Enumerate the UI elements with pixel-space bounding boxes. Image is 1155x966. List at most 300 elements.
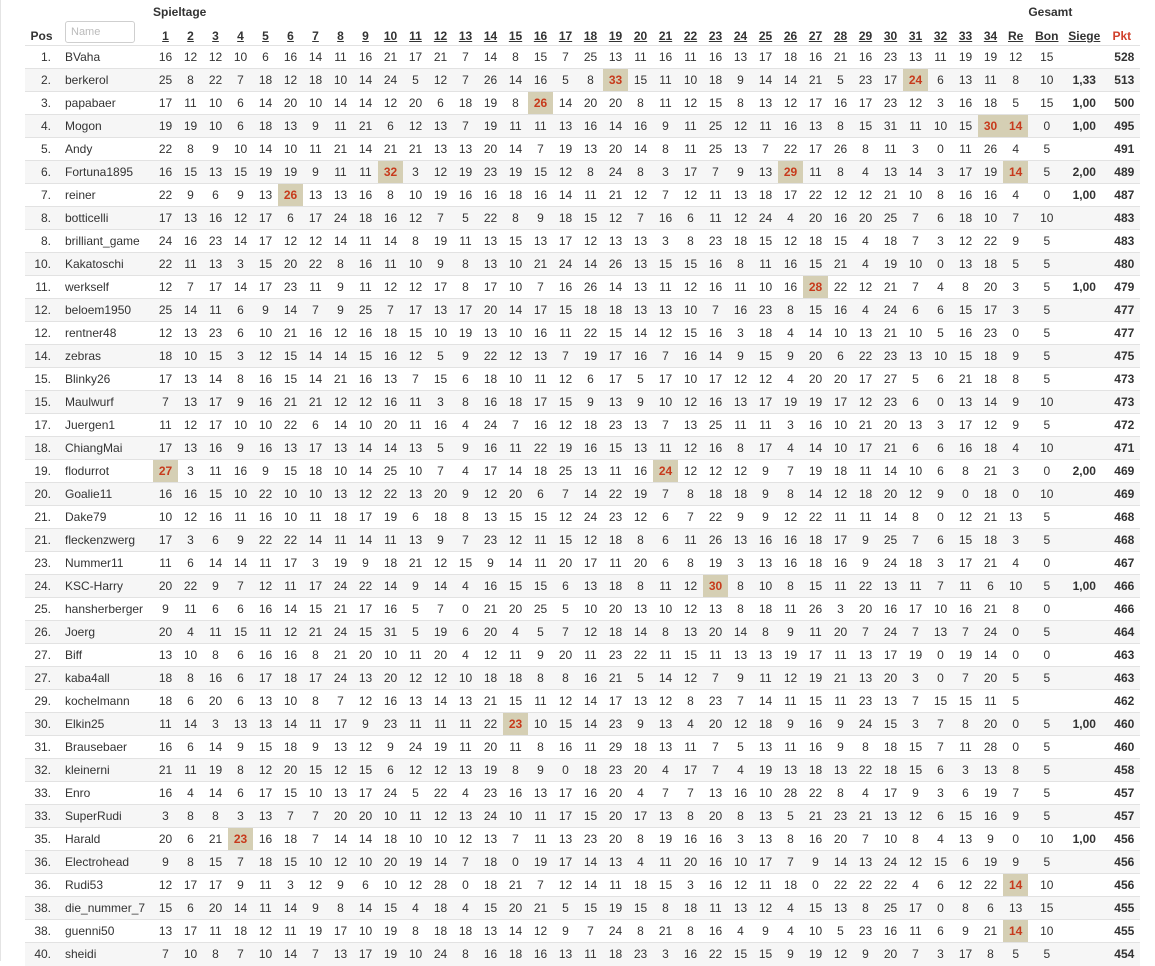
matchday-score: 9 [828,736,853,759]
matchday-score: 9 [228,874,253,897]
player-name[interactable]: die_nummer_7 [57,897,153,920]
matchday-score: 18 [378,322,403,345]
matchday-score: 15 [728,943,753,966]
matchday-link[interactable]: 33 [958,29,973,43]
matchday-link[interactable]: 18 [583,29,598,43]
player-name[interactable]: Dake79 [57,506,153,529]
matchday-score: 5 [553,897,578,920]
matchday-link[interactable]: 14 [483,29,498,43]
matchday-score: 20 [353,644,378,667]
matchday-score: 17 [878,782,903,805]
matchday-score: 3 [903,713,928,736]
matchday-score: 11 [653,69,678,92]
matchday-score: 12 [353,391,378,414]
matchday-score: 11 [578,644,603,667]
matchday-link[interactable]: 29 [858,29,873,43]
matchday-link[interactable]: 4 [237,29,244,43]
matchday-score: 16 [303,322,328,345]
matchday-score: 18 [303,69,328,92]
matchday-score: 11 [678,46,703,69]
player-name[interactable]: Electrohead [57,851,153,874]
matchday-score: 16 [353,253,378,276]
matchday-score: 21 [828,253,853,276]
table-row [25,736,1140,759]
matchday-header-24[interactable] [728,19,753,46]
matchday-score: 20 [378,414,403,437]
matchday-link[interactable]: 16 [533,29,548,43]
matchday-score: 10 [453,667,478,690]
matchday-score: 9 [453,437,478,460]
bonus-points: 10 [1028,69,1065,92]
matchday-score: 11 [453,230,478,253]
matchday-link[interactable]: 23 [708,29,723,43]
matchday-score: 17 [828,391,853,414]
matchday-score: 16 [703,437,728,460]
player-name[interactable]: berkerol [57,69,153,92]
matchday-score: 9 [303,736,328,759]
matchday-score: 15 [553,529,578,552]
player-name[interactable]: botticelli [57,207,153,230]
matchday-score: 11 [853,506,878,529]
rest-score: 9 [1003,345,1028,368]
matchday-score: 14 [753,690,778,713]
matchday-score: 17 [303,437,328,460]
matchday-score: 16 [153,161,178,184]
matchday-header-30[interactable] [878,19,903,46]
matchday-link[interactable]: 10 [383,29,398,43]
matchday-header-32[interactable] [928,19,953,46]
matchday-score: 15 [278,782,303,805]
matchday-header-2[interactable] [178,19,203,46]
matchday-score: 14 [353,69,378,92]
matchday-link[interactable]: 12 [433,29,448,43]
matchday-score: 18 [978,483,1003,506]
matchday-link[interactable]: 8 [337,29,344,43]
matchday-score: 21 [278,322,303,345]
matchday-score: 7 [753,138,778,161]
matchday-score: 17 [203,874,228,897]
matchday-link[interactable]: 5 [262,29,269,43]
matchday-link[interactable]: 27 [808,29,823,43]
col-re[interactable]: Re [1007,29,1024,43]
matchday-header-28[interactable] [828,19,853,46]
matchday-score: 6 [203,529,228,552]
player-name[interactable]: werkself [57,276,153,299]
matchday-link[interactable]: 30 [883,29,898,43]
matchday-header-4[interactable] [228,19,253,46]
matchday-score: 13 [878,805,903,828]
matchday-score: 17 [553,782,578,805]
matchday-score: 17 [253,667,278,690]
matchday-score: 7 [178,276,203,299]
matchday-score: 6 [378,115,403,138]
player-name[interactable]: Maulwurf [57,391,153,414]
matchday-score: 17 [203,276,228,299]
matchday-header-31[interactable] [903,19,928,46]
matchday-link[interactable]: 9 [362,29,369,43]
matchday-score: 7 [303,943,328,966]
matchday-header-33[interactable] [953,19,978,46]
matchday-score: 7 [228,851,253,874]
standings-body [25,46,1140,966]
matchday-score: 17 [953,943,978,966]
matchday-score: 15 [353,345,378,368]
matchday-score: 20 [478,621,503,644]
matchday-score: 3 [928,943,953,966]
matchday-score: 18 [728,483,753,506]
player-name[interactable]: kleinerni [57,759,153,782]
matchday-link[interactable]: 17 [558,29,573,43]
matchday-score: 5 [928,322,953,345]
matchday-score: 13 [328,943,353,966]
matchday-link[interactable]: 3 [212,29,219,43]
player-name[interactable]: kaba4all [57,667,153,690]
matchday-score: 4 [778,920,803,943]
wins-value [1065,506,1103,529]
matchday-link[interactable]: 24 [733,29,748,43]
matchday-header-11[interactable] [403,19,428,46]
wins-value [1065,322,1103,345]
matchday-header-1[interactable] [153,19,178,46]
matchday-score: 23 [603,506,628,529]
matchday-score: 11 [353,276,378,299]
player-name[interactable]: Kakatoschi [57,253,153,276]
matchday-score: 6 [653,529,678,552]
player-name[interactable]: kochelmann [57,690,153,713]
matchday-score: 26 [828,138,853,161]
matchday-score: 11 [978,690,1003,713]
bonus-points: 5 [1028,667,1065,690]
matchday-header-5[interactable] [253,19,278,46]
matchday-score: 21 [878,276,903,299]
matchday-score: 19 [953,46,978,69]
matchday-score: 12 [428,161,453,184]
col-siege[interactable]: Siege [1068,29,1101,43]
player-name[interactable]: Goalie11 [57,483,153,506]
col-bon[interactable]: Bon [1035,29,1059,43]
matchday-header-21[interactable] [653,19,678,46]
player-name[interactable]: Andy [57,138,153,161]
matchday-score: 15 [528,506,553,529]
wins-value [1065,897,1103,920]
matchday-score: 11 [703,897,728,920]
total-points: 473 [1103,391,1140,414]
matchday-link[interactable]: 19 [608,29,623,43]
player-name[interactable]: sheidi [57,943,153,966]
matchday-score: 12 [828,943,853,966]
matchday-score: 20 [603,598,628,621]
matchday-link[interactable]: 20 [633,29,648,43]
matchday-score: 16 [353,322,378,345]
total-points: 479 [1103,276,1140,299]
matchday-score: 15 [453,552,478,575]
matchday-score: 18 [678,897,703,920]
matchday-score: 13 [553,828,578,851]
matchday-score: 16 [178,230,203,253]
matchday-score: 22 [778,138,803,161]
wins-value: 1,00 [1065,92,1103,115]
matchday-score: 18 [803,230,828,253]
player-name[interactable]: papabaer [57,92,153,115]
matchday-link[interactable]: 21 [658,29,673,43]
matchday-score: 6 [203,598,228,621]
left-border [0,0,1,961]
matchday-score: 16 [703,828,728,851]
matchday-header-20[interactable] [628,19,653,46]
matchday-score: 19 [753,759,778,782]
bonus-points: 5 [1028,805,1065,828]
matchday-score: 6 [353,874,378,897]
matchday-score: 3 [228,253,253,276]
player-name[interactable]: Joerg [57,621,153,644]
matchday-score: 12 [853,391,878,414]
matchday-score: 14 [353,529,378,552]
matchday-score: 15 [628,897,653,920]
player-name[interactable]: fleckenzwerg [57,529,153,552]
matchday-score: 12 [578,529,603,552]
matchday-score: 9 [728,345,753,368]
matchday-score: 14 [328,828,353,851]
matchday-header-25[interactable] [753,19,778,46]
column-header-row [25,19,1140,46]
rest-score: 3 [1003,460,1028,483]
matchday-score: 12 [628,184,653,207]
matchday-score: 7 [928,713,953,736]
matchday-link[interactable]: 22 [683,29,698,43]
matchday-header-17[interactable] [553,19,578,46]
bonus-points [1028,690,1065,713]
rest-score: 5 [1003,943,1028,966]
matchday-header-18[interactable] [578,19,603,46]
matchday-score: 16 [428,414,453,437]
matchday-score: 24 [378,782,403,805]
player-name[interactable]: Biff [57,644,153,667]
matchday-header-9[interactable] [353,19,378,46]
matchday-score: 17 [478,276,503,299]
matchday-header-34[interactable] [978,19,1003,46]
matchday-score: 25 [878,529,903,552]
player-name[interactable]: zebras [57,345,153,368]
matchday-link[interactable]: 13 [458,29,473,43]
bonus-points: 5 [1028,943,1065,966]
matchday-best-score: 24 [653,460,678,483]
matchday-score: 14 [603,115,628,138]
matchday-score: 0 [928,897,953,920]
player-name[interactable]: Juergen1 [57,414,153,437]
matchday-score: 7 [453,69,478,92]
player-name[interactable]: guenni50 [57,920,153,943]
player-name[interactable]: flodurrot [57,460,153,483]
matchday-score: 18 [578,414,603,437]
matchday-score: 9 [753,483,778,506]
matchday-score: 7 [503,414,528,437]
player-name[interactable]: reiner [57,184,153,207]
matchday-score: 8 [628,828,653,851]
matchday-score: 7 [703,736,728,759]
player-name[interactable]: Rudi53 [57,874,153,897]
player-name[interactable]: brilliant_game [57,230,153,253]
matchday-score: 22 [628,644,653,667]
matchday-score: 7 [653,483,678,506]
table-row [25,437,1140,460]
matchday-score: 10 [203,115,228,138]
matchday-score: 12 [153,874,178,897]
matchday-score: 4 [728,920,753,943]
rank-cell: 25. [25,598,57,621]
matchday-score: 11 [528,828,553,851]
matchday-score: 6 [178,690,203,713]
matchday-score: 4 [453,782,478,805]
matchday-link[interactable]: 7 [312,29,319,43]
matchday-score: 13 [628,598,653,621]
matchday-score: 4 [778,322,803,345]
matchday-score: 7 [703,161,728,184]
matchday-link[interactable]: 11 [409,29,422,43]
total-points: 455 [1103,920,1140,943]
matchday-score: 9 [778,713,803,736]
matchday-header-23[interactable] [703,19,728,46]
matchday-score: 12 [853,184,878,207]
matchday-link[interactable]: 25 [758,29,773,43]
matchday-score: 18 [378,552,403,575]
bonus-points: 0 [1028,460,1065,483]
matchday-score: 12 [503,529,528,552]
matchday-score: 23 [828,805,853,828]
matchday-header-10[interactable] [378,19,403,46]
matchday-score: 11 [578,943,603,966]
matchday-score: 18 [478,667,503,690]
matchday-header-29[interactable] [853,19,878,46]
player-name[interactable]: beloem1950 [57,299,153,322]
player-name[interactable]: Blinky26 [57,368,153,391]
matchday-score: 6 [178,897,203,920]
player-name[interactable]: BVaha [57,46,153,69]
matchday-score: 17 [678,759,703,782]
matchday-header-16[interactable] [528,19,553,46]
matchday-header-14[interactable] [478,19,503,46]
matchday-score: 10 [403,828,428,851]
player-name[interactable]: rentner48 [57,322,153,345]
matchday-link[interactable]: 15 [508,29,523,43]
matchday-score: 20 [978,667,1003,690]
matchday-score: 11 [278,920,303,943]
matchday-score: 8 [903,506,928,529]
matchday-header-7[interactable] [303,19,328,46]
matchday-header-13[interactable] [453,19,478,46]
matchday-score: 21 [278,391,303,414]
matchday-score: 24 [378,69,403,92]
matchday-score: 16 [228,460,253,483]
matchday-header-22[interactable] [678,19,703,46]
player-name[interactable]: Brausebaer [57,736,153,759]
matchday-link[interactable]: 2 [187,29,194,43]
matchday-header-15[interactable] [503,19,528,46]
matchday-score: 10 [353,414,378,437]
player-name[interactable]: Nummer11 [57,552,153,575]
matchday-score: 10 [228,138,253,161]
matchday-link[interactable]: 26 [783,29,798,43]
matchday-score: 19 [603,897,628,920]
matchday-header-8[interactable] [328,19,353,46]
name-filter-input[interactable] [65,21,135,43]
matchday-score: 19 [978,782,1003,805]
matchday-score: 20 [553,644,578,667]
matchday-score: 18 [478,874,503,897]
matchday-header-6[interactable] [278,19,303,46]
matchday-score: 16 [803,713,828,736]
matchday-score: 13 [828,897,853,920]
total-points: 495 [1103,115,1140,138]
matchday-score: 12 [253,920,278,943]
matchday-score: 6 [928,368,953,391]
table-row [25,782,1140,805]
matchday-score: 14 [353,828,378,851]
player-name[interactable]: SuperRudi [57,805,153,828]
matchday-score: 17 [253,276,278,299]
matchday-score: 9 [478,552,503,575]
matchday-header-26[interactable] [778,19,803,46]
matchday-link[interactable]: 1 [162,29,169,43]
player-name[interactable]: Elkin25 [57,713,153,736]
matchday-header-27[interactable] [803,19,828,46]
matchday-score: 16 [778,253,803,276]
matchday-score: 7 [553,345,578,368]
matchday-score: 13 [478,506,503,529]
player-name[interactable]: Fortuna1895 [57,161,153,184]
matchday-score: 13 [253,184,278,207]
matchday-score: 13 [328,483,353,506]
matchday-score: 6 [228,782,253,805]
matchday-score: 4 [903,874,928,897]
matchday-score: 10 [153,506,178,529]
player-name[interactable]: Mogon [57,115,153,138]
matchday-score: 18 [703,483,728,506]
matchday-score: 13 [853,322,878,345]
matchday-score: 22 [203,69,228,92]
matchday-score: 21 [328,598,353,621]
matchday-link[interactable]: 28 [833,29,848,43]
matchday-score: 12 [653,690,678,713]
matchday-score: 5 [553,69,578,92]
player-name[interactable]: ChiangMai [57,437,153,460]
player-name[interactable]: Enro [57,782,153,805]
matchday-score: 12 [828,483,853,506]
matchday-score: 11 [353,161,378,184]
matchday-link[interactable]: 31 [908,29,923,43]
rank-cell: 35. [25,828,57,851]
matchday-score: 22 [578,322,603,345]
wins-value [1065,253,1103,276]
col-name-filter [57,19,153,46]
matchday-link[interactable]: 6 [287,29,294,43]
player-name[interactable]: Harald [57,828,153,851]
matchday-score: 17 [303,207,328,230]
matchday-score: 21 [878,322,903,345]
rest-score: 0 [1003,621,1028,644]
matchday-link[interactable]: 34 [983,29,998,43]
matchday-score: 8 [203,805,228,828]
matchday-score: 17 [628,805,653,828]
player-name[interactable]: hansherberger [57,598,153,621]
matchday-score: 4 [778,897,803,920]
matchday-score: 12 [203,46,228,69]
player-name[interactable]: KSC-Harry [57,575,153,598]
matchday-header-19[interactable] [603,19,628,46]
matchday-header-3[interactable] [203,19,228,46]
matchday-header-12[interactable] [428,19,453,46]
matchday-score: 19 [478,92,503,115]
matchday-link[interactable]: 32 [933,29,948,43]
